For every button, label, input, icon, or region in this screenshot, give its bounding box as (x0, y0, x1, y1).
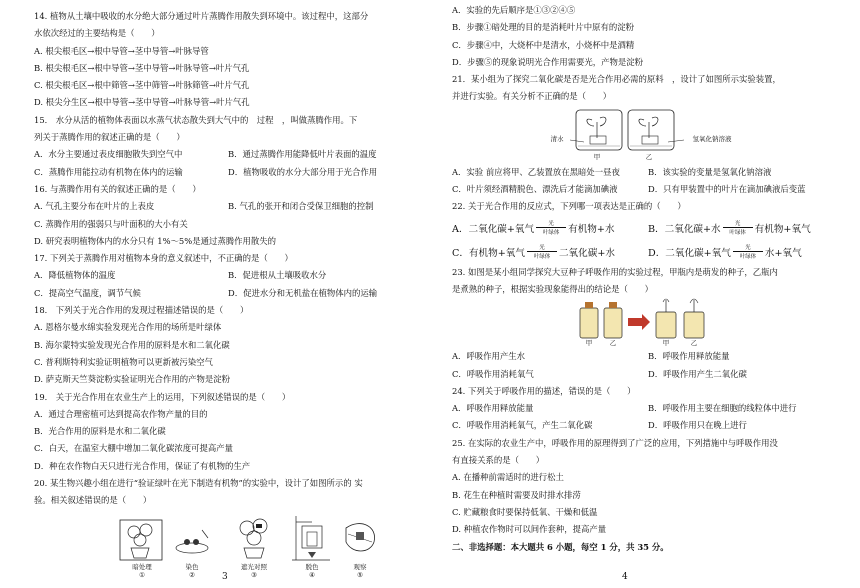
q23-figure (452, 298, 844, 348)
q21-option-a: A．实验 前应将甲、乙装置放在黑暗处一昼夜 (452, 166, 620, 177)
q24-option-c: C．呼吸作用消耗氧气，产生二氧化碳 (452, 420, 593, 431)
q20-num-4: ④ (309, 570, 315, 579)
q16-options-row1 (34, 198, 422, 215)
q23-label-jia-2: 甲 (662, 339, 670, 348)
q25-option-b: B. 花生在种植时需要及时排水排涝 (452, 489, 581, 500)
page-number-left: 3 (222, 572, 228, 582)
q22-c-right: 二氧化碳+水 (558, 247, 615, 259)
left-page (34, 8, 422, 582)
q25-option-c: C. 贮藏粮食时要保持低氧、干燥和低温 (452, 506, 598, 517)
q23-label-yi-2: 乙 (690, 339, 698, 348)
q17-options-row2 (34, 285, 422, 302)
q20-stem-cont: 验。相关叙述错误的是（ ） (34, 495, 152, 506)
q21-label-naoh: 氢氧化钠溶液 (692, 134, 732, 143)
q22-c-arrow (527, 243, 557, 260)
q22-a-cond-top: 光 (548, 221, 554, 228)
q15-options-row2 (34, 164, 422, 181)
bell-jar-b-icon (628, 110, 674, 150)
q20-option-d: D．步骤⑤的现象说明光合作用需要光，产物是淀粉 (452, 56, 643, 67)
q22-option-d (648, 243, 844, 260)
bell-jar-a-icon (576, 110, 622, 150)
q19-option-d: D．种在农作物白天只进行光合作用，保证了有机物的生产 (34, 460, 251, 471)
bottle-candle-yi-icon (684, 299, 704, 338)
q15-stem-cont: 列关于蒸腾作用的叙述正确的是（ ） (34, 132, 185, 143)
q23-stem-cont: 是煮熟的种子，根据实验现象能得出的结论是（ ） (452, 283, 653, 294)
q21-figure (452, 106, 844, 164)
q22-a-arrow (536, 219, 566, 236)
q22-options-row2 (452, 240, 844, 264)
q14-stem-cont: 水依次经过的主要结构是（ ） (34, 28, 160, 39)
q24-option-a: A．呼吸作用释放能量 (452, 403, 534, 414)
q14-option-d: D. 根尖分生区→根中导管→茎中导管→叶脉导管→叶片气孔 (34, 97, 250, 108)
q25-stem: 25. 在实际的农业生产中，呼吸作用的原理得到了广泛的应用，下列措施中与呼吸作用没 (452, 437, 778, 448)
decolorizing-apparatus-icon (292, 516, 330, 560)
page-number-right: 4 (622, 572, 628, 582)
q17-stem: 17. 下列关于蒸腾作用对植物本身的意义叙述中，不正确的是（ ） (34, 253, 293, 264)
q20-num-3: ③ (251, 570, 257, 579)
q21-option-d: D．只有甲装置中的叶片在滴加碘液后变蓝 (648, 184, 806, 195)
q22-a-left: A．二氧化碳+氧气 (452, 223, 535, 235)
q22-b-arrow (723, 219, 753, 236)
q22-b-cond-bottom: 叶绿体 (729, 230, 746, 237)
q17-option-a: A．降低植物体的温度 (34, 270, 116, 281)
bottle-jia-icon (580, 302, 598, 338)
q14-option-a: A. 根尖根毛区→根中导管→茎中导管→叶脉导管 (34, 45, 209, 56)
q17-option-c: C．提高空气温度，调节气候 (34, 287, 141, 298)
q23-option-d: D．呼吸作用产生二氧化碳 (648, 368, 747, 379)
q20-label-5: 观察 (353, 562, 367, 571)
q16-stem: 16. 与蒸腾作用有关的叙述正确的是（ ） (34, 183, 201, 194)
q16-option-d: D. 研究表明植物体内的水分只有 1%～5%是通过蒸腾作用散失的 (34, 235, 276, 246)
q17-option-d: D．促进水分和无机盐在植物体内的运输 (228, 287, 378, 298)
q22-c-cond-bottom: 叶绿体 (533, 254, 551, 261)
q20-option-a: A．实验的先后顺序是①③②④⑤ (452, 5, 576, 15)
q25-option-d: D. 种植农作物时可以间作套种，提高产量 (452, 524, 607, 535)
q22-d-cond-top: 光 (745, 245, 751, 252)
q23-option-b: B．呼吸作用释放能量 (648, 351, 730, 362)
q21-option-c: C．叶片须经酒精脱色、漂洗后才能滴加碘液 (452, 184, 618, 195)
right-page (452, 2, 844, 556)
q22-options-row1 (452, 216, 844, 240)
q18-stem: 18． 下列关于光合作用的发现过程描述错误的是（ ） (34, 305, 249, 316)
q21-options-row1 (452, 164, 844, 181)
q25-option-a: A. 在播种前需适时的进行松土 (452, 472, 564, 483)
q20-option-b: B．步骤①暗处理的目的是消耗叶片中原有的淀粉 (452, 22, 635, 33)
q18-option-b: B. 海尔蒙特实验发现光合作用的原料是水和二氧化碳 (34, 339, 230, 350)
q14-option-c: C. 根尖根毛区→根中筛管→茎中筛管→叶脉筛管→叶片气孔 (34, 80, 250, 91)
q18-option-d: D. 萨克斯天竺葵淀粉实验证明光合作用的产物是淀粉 (34, 374, 230, 385)
staining-dish-icon (176, 530, 208, 553)
q21-stem-cont: 并进行实验。有关分析不正确的是（ ） (452, 91, 612, 102)
q20-option-c: C．步骤④中，大烧杯中是清水，小烧杯中是酒精 (452, 39, 635, 50)
q16-option-a: A. 气孔主要分布在叶片的上表皮 (34, 201, 155, 212)
leaf-observation-icon (346, 523, 375, 550)
q22-d-arrow (733, 243, 763, 260)
q19-option-c: C．白天，在温室大棚中增加二氧化碳浓度可提高产量 (34, 443, 234, 454)
q20-num-5: ⑤ (357, 570, 363, 579)
q14-option-b: B. 根尖根毛区→根中导管→茎中导管→叶脉导管→叶片气孔 (34, 62, 250, 73)
q22-c-left: C．有机物+氧气 (452, 247, 525, 259)
q22-a-right: 有机物+水 (568, 223, 615, 235)
q24-options-row1 (452, 400, 844, 417)
q18-option-a: A. 恩格尔曼水绵实验发现光合作用的场所是叶绿体 (34, 322, 222, 333)
q23-options-row2 (452, 366, 844, 383)
q22-d-left: D．二氧化碳+氧气 (648, 247, 731, 259)
shading-plant-icon (240, 519, 267, 558)
bottle-candle-jia-icon (656, 299, 676, 338)
q22-stem: 22. 关于光合作用的反应式，下列哪一项表达是正确的（ ） (452, 201, 686, 212)
q24-stem: 24. 下列关于呼吸作用的描述，错误的是（ ） (452, 385, 636, 396)
q20-figure-drawing (34, 512, 422, 564)
q15-option-b: B．通过蒸腾作用能降低叶片表面的温度 (228, 149, 377, 160)
q19-option-a: A．通过合理密植可达到提高农作物产量的目的 (34, 408, 208, 419)
q23-option-c: C．呼吸作用消耗氧气 (452, 368, 534, 379)
q17-options-row1 (34, 267, 422, 284)
q15-option-c: C．蒸腾作用能拉动有机物在体内的运输 (34, 166, 183, 177)
q21-label-yi: 乙 (645, 152, 653, 161)
q20-label-3: 遮光对照 (241, 562, 267, 571)
q22-a-cond-bottom: 叶绿体 (542, 230, 560, 237)
q20-label-2: 染色 (185, 562, 199, 571)
section-2-heading: 二、非选择题：本大题共 6 小题，每空 1 分，共 35 分。 (452, 541, 669, 552)
dark-treatment-plant-icon (120, 520, 162, 560)
q20-label-1: 暗处理 (132, 562, 152, 571)
q17-option-b: B．促进根从土壤吸收水分 (228, 270, 327, 281)
q24-options-row2 (452, 417, 844, 434)
arrow-icon (628, 314, 650, 330)
q21-label-jia: 甲 (593, 152, 601, 161)
q22-d-cond-bottom: 叶绿体 (739, 254, 757, 261)
q22-b-right: 有机物+氧气 (754, 223, 811, 235)
q24-option-b: B．呼吸作用主要在细胞的线粒体中进行 (648, 403, 797, 414)
q18-option-c: C. 普利斯特利实验证明植物可以更新被污染空气 (34, 356, 213, 367)
q22-option-a (452, 219, 648, 236)
q22-d-right: 水+氧气 (764, 247, 802, 259)
q23-figure-drawing (452, 298, 844, 348)
q21-options-row2 (452, 181, 844, 198)
q20-num-2: ② (189, 570, 195, 579)
q22-c-cond-top: 光 (539, 245, 545, 252)
q20-figure (34, 512, 422, 582)
q15-stem: 15． 水分从活的植物体表面以水蒸气状态散失到大气中的 过程 ，叫做蒸腾作用。下 (34, 114, 358, 125)
q23-options-row1 (452, 348, 844, 365)
q23-label-jia-1: 甲 (585, 339, 593, 348)
q15-options-row1 (34, 146, 422, 163)
q16-option-b: B. 气孔的张开和闭合受保卫细胞的控制 (228, 201, 374, 212)
q22-b-cond-top: 光 (734, 221, 741, 228)
q21-stem: 21．某小组为了探究二氧化碳是否是光合作用必需的原料 ，设计了如图所示实验装置， (452, 74, 781, 85)
q20-stem: 20. 某生物兴趣小组在进行“验证绿叶在光下制造有机物”的实验中，设计了如图所示的 实 (34, 478, 363, 489)
q15-option-d: D．植物吸收的水分大部分用于光合作用 (228, 166, 378, 177)
q24-option-d: D．呼吸作用只在晚上进行 (648, 420, 747, 431)
q19-stem: 19． 关于光合作用在农业生产上的运用，下列叙述错误的是（ ） (34, 391, 291, 402)
q20-label-4: 脱色 (305, 562, 319, 571)
q15-option-a: A．水分主要通过表皮细胞散失到空气中 (34, 149, 183, 160)
q22-option-c (452, 243, 648, 260)
q23-label-yi-1: 乙 (609, 339, 617, 348)
q25-stem-cont: 有直接关系的是（ ） (452, 455, 545, 466)
q16-option-c: C. 蒸腾作用的强弱只与叶面积的大小有关 (34, 218, 188, 229)
q21-option-b: B．该实验的变量是氢氧化钠溶液 (648, 166, 772, 177)
q23-stem: 23. 如图是某小组同学探究大豆种子呼吸作用的实验过程，甲瓶内是萌发的种子，乙瓶内 (452, 266, 778, 277)
q23-option-a: A．呼吸作用产生水 (452, 351, 526, 362)
bottle-yi-icon (604, 302, 622, 338)
q14-stem: 14. 植物从土壤中吸收的水分绝大部分通过叶片蒸腾作用散失到环境中。该过程中，这部分 (34, 11, 369, 21)
q22-option-b (648, 219, 844, 236)
q19-option-b: B．光合作用的原料是水和二氧化碳 (34, 426, 166, 437)
q20-num-1: ① (139, 570, 145, 579)
q22-b-left: B．二氧化碳+水 (648, 223, 721, 235)
q21-label-water: 清水 (550, 134, 564, 143)
